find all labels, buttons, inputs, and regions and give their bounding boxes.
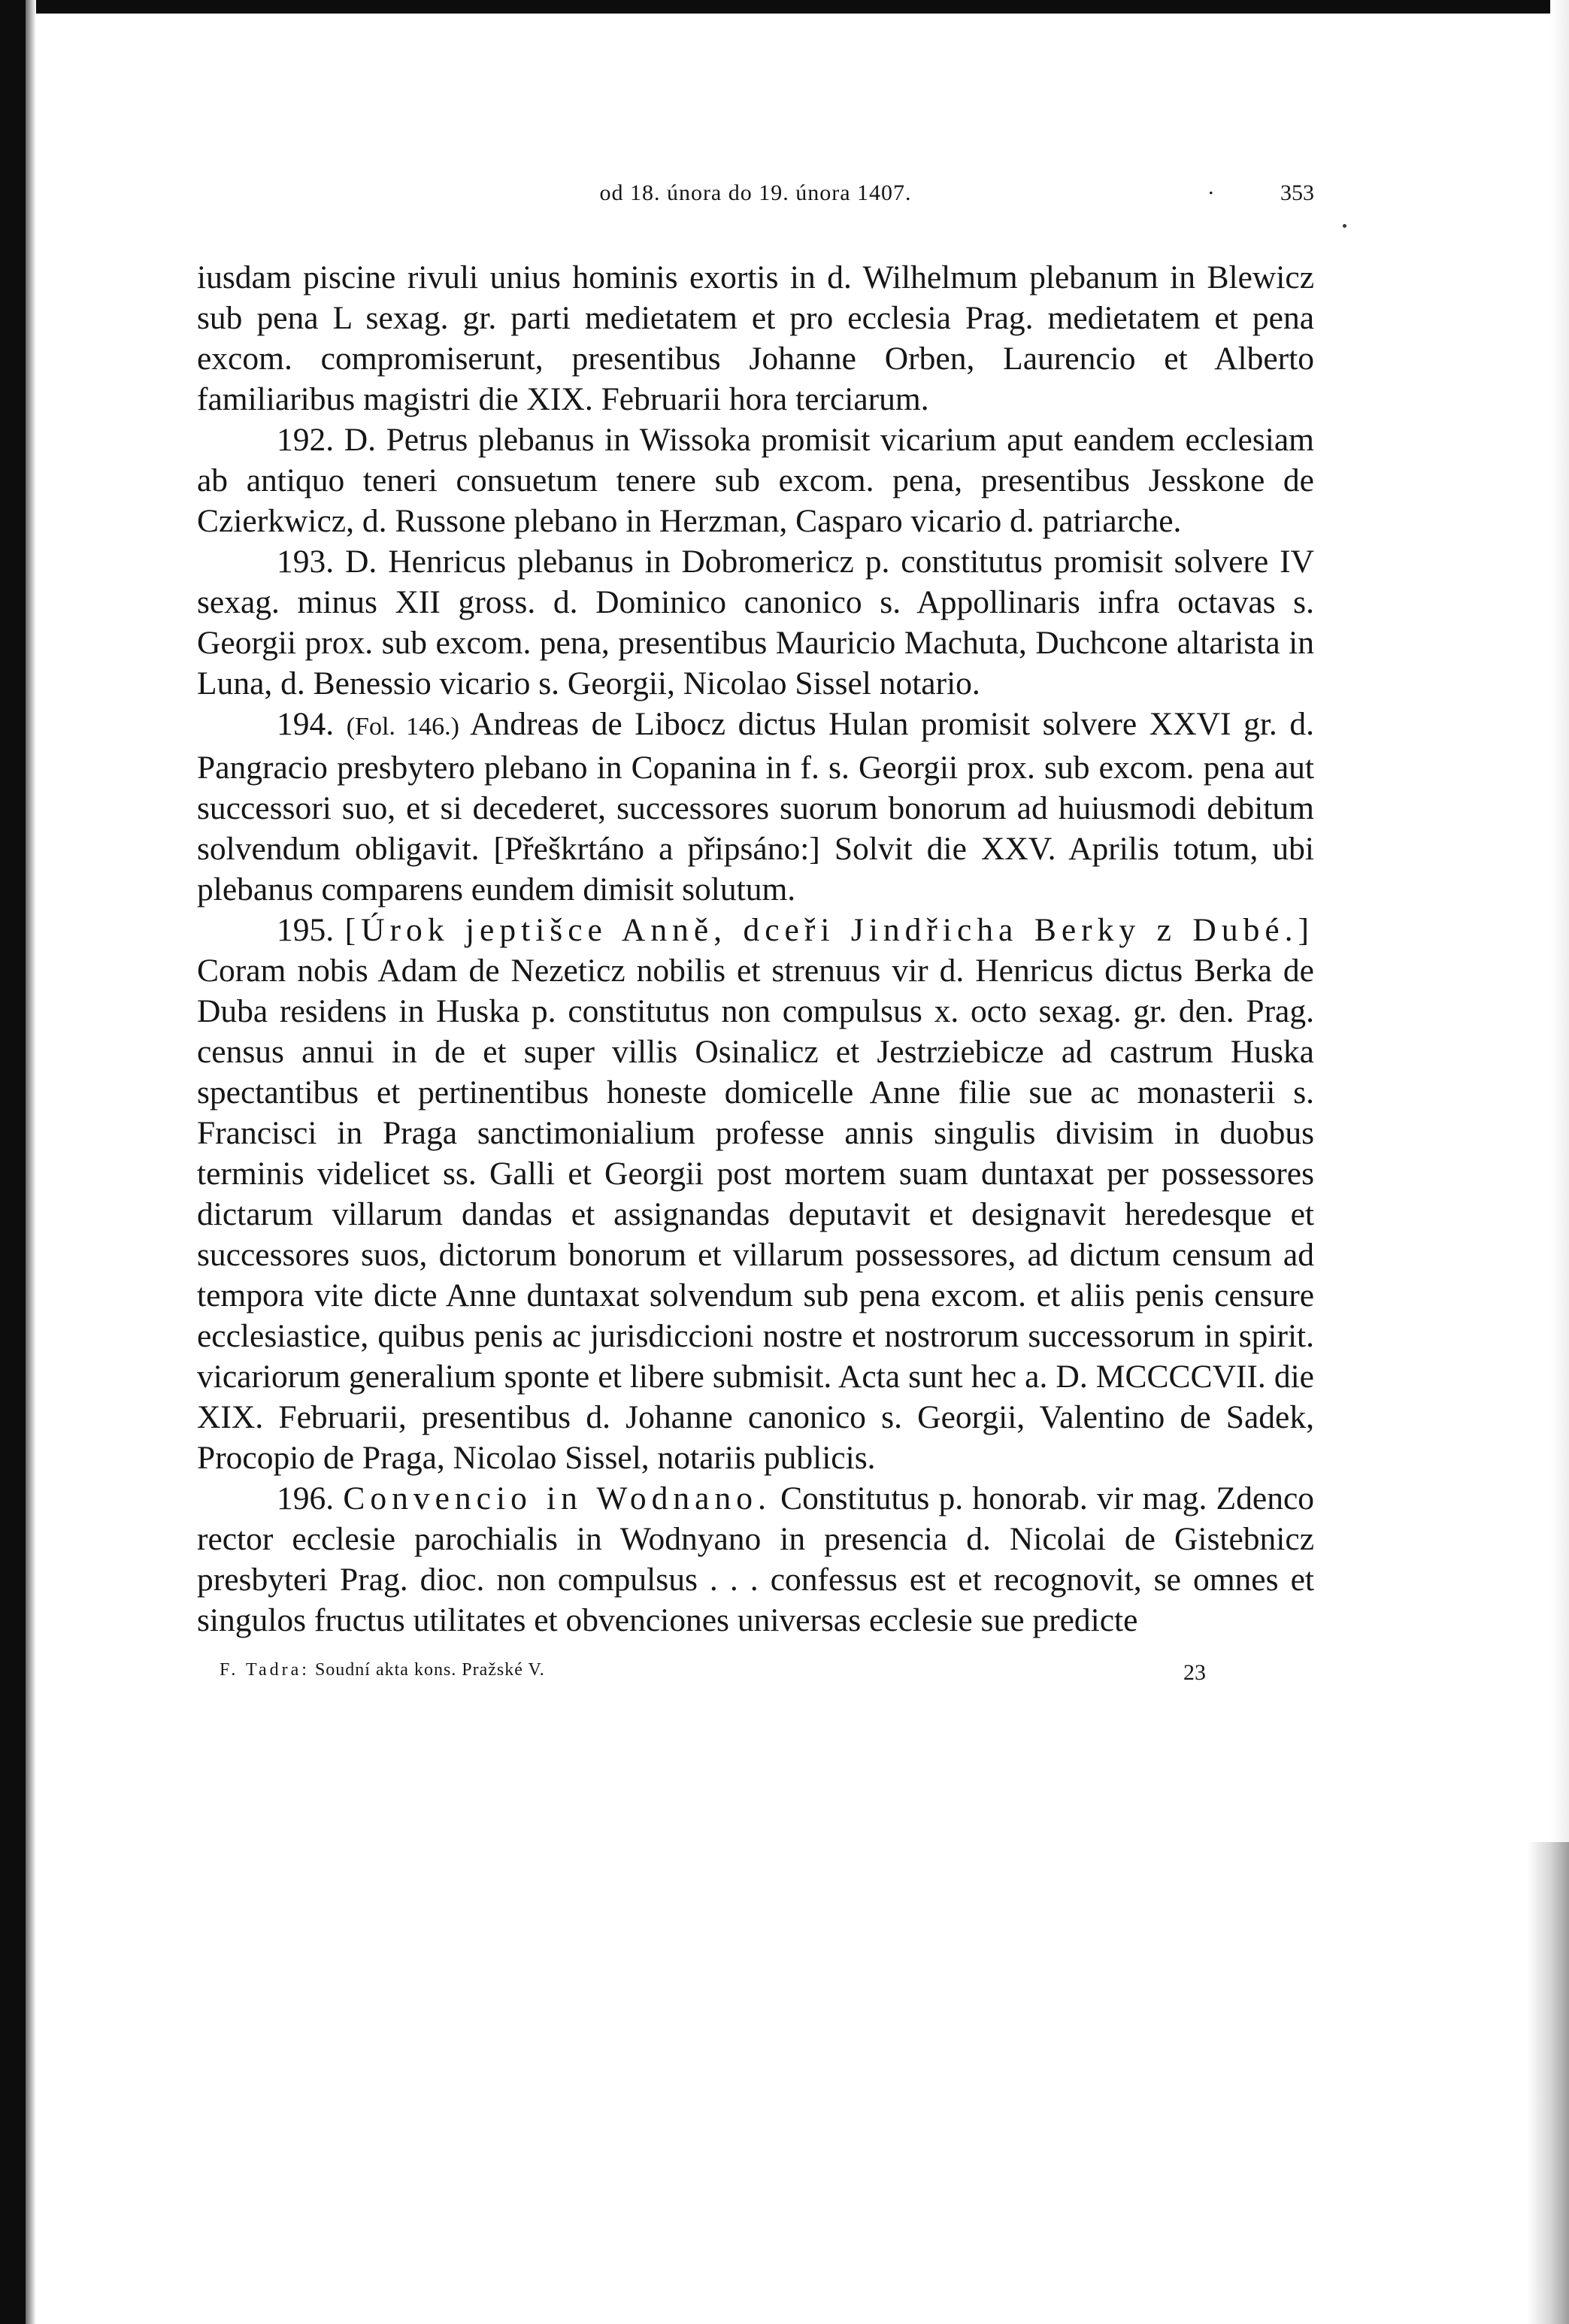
running-head-title: od 18. února do 19. února 1407.: [599, 180, 912, 205]
footer-author: F. Tadra:: [220, 1660, 310, 1680]
entry-195-text: Coram nobis Adam de Nezeticz nobilis et strenuus vir d. Henricus dictus Berka de Duba residens in Huska p. constitutus non compulsus x. octo sexag. gr. den. Prag. census annui in de et super villis Osinalicz et Jestrziebicze ad castrum Huska spectantibus et pertinentibus honeste domicelle Anne filie sue ac monasterii s. Francisci in Praga sanctimonialium professe annis singulis divisim in duobus terminis videlicet ss. Galli et Georgii post mortem suam duntaxat per possessores dictarum villarum dandas et assignandas deputavit et designavit heredesque et successores suos, dictorum bonorum et villarum possessores, ad dictum censum ad tempora vite dicte Anne duntaxat solvendum sub pena excom. et aliis penis censure ecclesiastice, quibus penis ac jurisdiccioni nostre et nostrorum successorum in spirit. vicariorum generalium sponte et libere submisit. Acta sunt hec a. D. MCCCCVII. die XIX. Februarii, presentibus d. Johanne canonico s. Georgii, Valentino de Sadek, Procopio de Praga, Nicolao Sissel, notariis publicis.: [197, 953, 1314, 1476]
folio-reference: (Fol. 146.): [346, 713, 459, 741]
scan-left-border: [0, 0, 26, 2324]
entry-196-number: 196.: [277, 1480, 335, 1517]
scan-top-border: [0, 0, 1569, 14]
footer-citation: [220, 1660, 545, 1680]
entry-196-text: Constitutus p. honorab. vir mag. Zdenco rector ecclesie parochialis in Wodnyano in presencia d. Nicolai de Gistebnicz presbyteri Prag. dioc. non compulsus . . . confessus est et recognovit, se omnes et singulos fructus utilitates et obvenciones universas ecclesie sue predicte: [197, 1480, 1314, 1638]
page-content: [197, 173, 1314, 1693]
entry-195-title: [Úrok jeptišce Anně, dceři Jindřicha Berky z Dubé.]: [344, 912, 1314, 948]
scan-left-shadow: [26, 0, 36, 2324]
stray-mark: [1343, 224, 1346, 228]
scan-right-shadow: [1528, 1842, 1569, 2324]
entry-196: [197, 1478, 1314, 1641]
entry-194-number: 194.: [277, 706, 335, 742]
page-number: 353: [1280, 180, 1314, 205]
entry-194: [197, 704, 1314, 910]
entry-195: [197, 910, 1314, 1478]
running-head-mark: .: [1208, 174, 1214, 199]
continuation-paragraph: iusdam piscine rivuli unius hominis exortis in d. Wilhelmum plebanum in Blewicz sub pena L sexag. gr. parti medietatem et pro ecclesia Prag. medietatem et pena excom. compromiserunt, presentibus Johanne Orben, Laurencio et Alberto familiaribus magistri die XIX. Februarii hora terciarum.: [197, 259, 1314, 417]
entry-196-title: Convencio in Wodnano.: [343, 1480, 771, 1517]
page-footer: [197, 1660, 1314, 1693]
footer-work: Soudní akta kons. Pražské V.: [314, 1660, 545, 1680]
entry-194-text: Andreas de Libocz dictus Hulan promisit solvere XXVI gr. d. Pangracio presbytero plebano in Copanina in f. s. Georgii prox. sub excom. pena aut successori suo, et si decederet, successores suorum bonorum ad huiusmodi debitum solvendum obligavit. [Přeškrtáno a připsáno:] Solvit die XXV. Aprilis totum, ubi plebanus comparens eundem dimisit solutum.: [197, 706, 1315, 907]
entry-195-number: 195.: [277, 912, 335, 948]
scan-right-edge: [1550, 0, 1569, 1842]
entry-192: 192. D. Petrus plebanus in Wissoka promisit vicarium aput eandem ecclesiam ab antiquo teneri consuetum tenere sub excom. pena, presentibus Jesskone de Czierkwicz, d. Russone plebano in Herzman, Casparo vicario d. patriarche.: [197, 422, 1314, 539]
entry-193: 193. D. Henricus plebanus in Dobromericz p. constitutus promisit solvere IV sexag. minus XII gross. d. Dominico canonico s. Appollinaris infra octavas s. Georgii prox. sub excom. pena, presentibus Mauricio Machuta, Duchcone altarista in Luna, d. Benessio vicario s. Georgii, Nicolao Sissel notario.: [197, 544, 1314, 701]
body-text: [197, 257, 1314, 1641]
running-head: [197, 173, 1314, 218]
signature-mark: 23: [1183, 1660, 1206, 1685]
